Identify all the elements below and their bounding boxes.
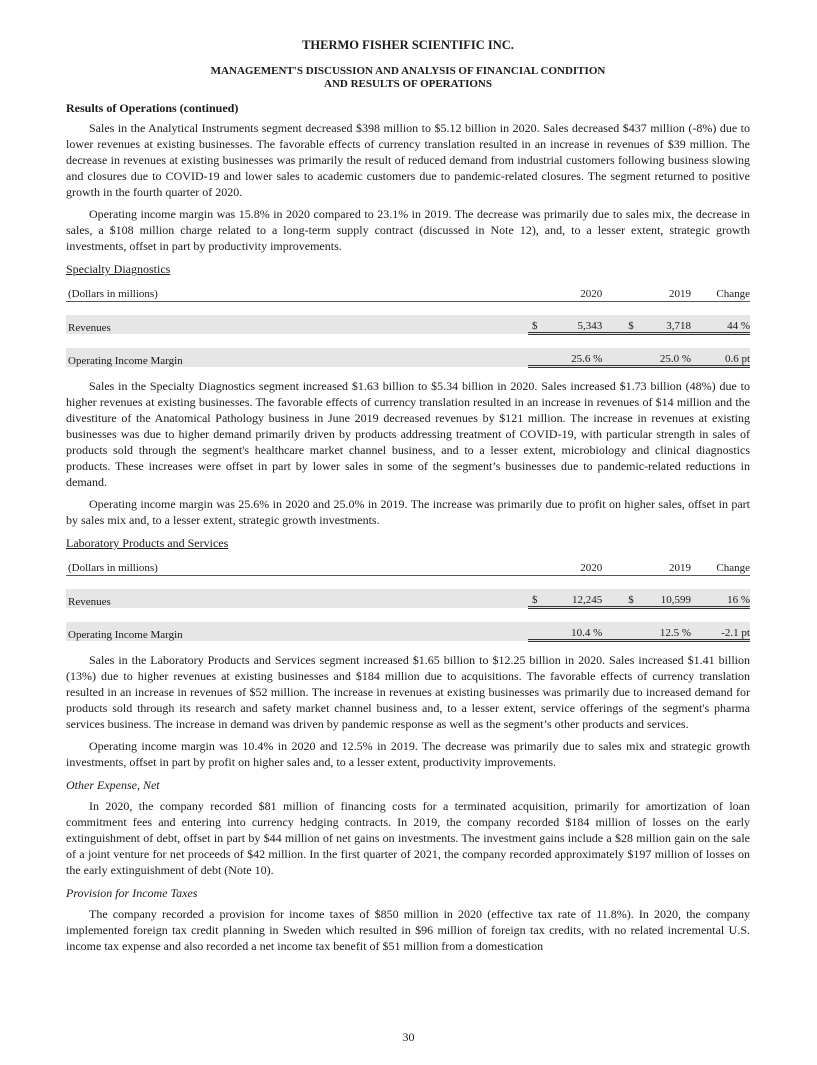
table-row bbox=[66, 315, 750, 334]
specialty-diagnostics-title: Specialty Diagnostics bbox=[66, 262, 171, 276]
other-expense-paragraph: In 2020, the company recorded $81 million of financing costs for a terminated acquisition, primarily for amortization of loan commitment fees and entering into currency hedging contracts. In 2019, the company recorded $184 million of losses on the early extinguishment of debt, offset in part by $44 million of net gains on investments. The investment gains include a $28 million gain on the sale of a joint venture for net proceeds of $42 million. In the first quarter of 2021, the company recorded approximately $197 million of losses on the early extinguishment of debt (Note 10). bbox=[66, 799, 750, 877]
col-2019: 2019 bbox=[602, 283, 691, 302]
currency-symbol: $ bbox=[602, 315, 638, 334]
col-2020: 2020 bbox=[528, 557, 602, 576]
report-title bbox=[66, 65, 750, 91]
col-change: Change bbox=[691, 283, 750, 302]
revenues-label: Revenues bbox=[66, 315, 528, 334]
operating-margin-label: Operating Income Margin bbox=[66, 622, 528, 641]
laboratory-products-table bbox=[66, 557, 750, 642]
revenues-label: Revenues bbox=[66, 589, 528, 608]
operating-margin-2020: 10.4 % bbox=[528, 622, 602, 641]
section-heading: Results of Operations (continued) bbox=[66, 101, 239, 115]
table-row bbox=[66, 622, 750, 641]
page-number: 30 bbox=[402, 1030, 415, 1044]
currency-symbol: $ bbox=[602, 589, 638, 608]
specialty-diagnostics-table bbox=[66, 283, 750, 368]
operating-margin-change: -2.1 pt bbox=[691, 622, 750, 641]
analytical-margin-paragraph: Operating income margin was 15.8% in 2020 compared to 23.1% in 2019. The decrease was primarily due to sales mix, the decrease in sales, a $108 million charge related to a long-term supply contract (discussed in Note 12), and, to a lesser extent, strategic growth investments, offset in part by productivity improvements. bbox=[66, 207, 750, 253]
report-title-line2: AND RESULTS OF OPERATIONS bbox=[324, 78, 492, 90]
income-taxes-title: Provision for Income Taxes bbox=[66, 886, 198, 900]
specialty-sales-paragraph: Sales in the Specialty Diagnostics segment increased $1.63 billion to $5.34 billion in 2020. Sales increased $1.73 billion (48%) due to higher revenues at existing businesses. The favorable effects of currency translation resulted in an increase in revenues of $14 million and the divestiture of the Anatomical Pathology business in June 2019 decreased revenues by $121 million. The increase in revenues at existing businesses was due to higher demand primarily driven by products addressing treatment of COVID-19, with particular strength in sales of products sold through the segment's healthcare market channel business, and to a lesser extent, microbiology and clinical diagnostics products. These increases were offset in part by lower sales in some of the segment’s businesses due to pandemic-related reductions in demand. bbox=[66, 379, 750, 489]
operating-margin-change: 0.6 pt bbox=[691, 348, 750, 367]
operating-margin-2019: 12.5 % bbox=[602, 622, 691, 641]
operating-margin-2020: 25.6 % bbox=[528, 348, 602, 367]
col-change: Change bbox=[691, 557, 750, 576]
col-2020: 2020 bbox=[528, 283, 602, 302]
operating-margin-2019: 25.0 % bbox=[602, 348, 691, 367]
revenues-2020: 12,245 bbox=[542, 589, 602, 608]
document-page bbox=[66, 38, 750, 960]
unit-label: (Dollars in millions) bbox=[66, 283, 528, 302]
table-header-row bbox=[66, 283, 750, 302]
col-2019: 2019 bbox=[602, 557, 691, 576]
other-expense-title: Other Expense, Net bbox=[66, 778, 160, 792]
revenues-2019: 10,599 bbox=[638, 589, 691, 608]
unit-label: (Dollars in millions) bbox=[66, 557, 528, 576]
table-row bbox=[66, 348, 750, 367]
laboratory-sales-paragraph: Sales in the Laboratory Products and Services segment increased $1.65 billion to $12.25 billion in 2020. Sales increased $1.41 billion (13%) due to higher revenues at existing businesses and $184 million due to acquisitions. The favorable effects of currency translation resulted in an increase in revenues of $52 million. The increase in revenues at existing businesses was primarily due to increased demand for products sold through its research and safety market channel business and, to a lesser extent, service offerings of the segment's pharma services business. The increase in demand was driven by pandemic response as well as the segment’s other products and services. bbox=[66, 653, 750, 731]
table-row bbox=[66, 589, 750, 608]
laboratory-products-title: Laboratory Products and Services bbox=[66, 536, 229, 550]
report-title-line1: MANAGEMENT'S DISCUSSION AND ANALYSIS OF FINANCIAL CONDITION bbox=[210, 65, 606, 77]
revenues-change: 44 % bbox=[691, 315, 750, 334]
revenues-change: 16 % bbox=[691, 589, 750, 608]
currency-symbol: $ bbox=[528, 589, 542, 608]
operating-margin-label: Operating Income Margin bbox=[66, 348, 528, 367]
company-name: THERMO FISHER SCIENTIFIC INC. bbox=[302, 38, 514, 52]
currency-symbol: $ bbox=[528, 315, 542, 334]
income-taxes-paragraph: The company recorded a provision for income taxes of $850 million in 2020 (effective tax rate of 11.8%). In 2020, the company implemented foreign tax credit planning in Sweden which resulted in $96 million of foreign tax credits, with no related incremental U.S. income tax expense and also recorded a net income tax benefit of $51 million from a domestication bbox=[66, 907, 750, 953]
analytical-sales-paragraph: Sales in the Analytical Instruments segment decreased $398 million to $5.12 billion in 2020. Sales decreased $437 million (-8%) due to lower revenues at existing businesses. The favorable effects of currency translation resulted in an increase in revenues of $39 million. The decrease in revenues at existing businesses was primarily the result of reduced demand from industrial customers following business slowing and closures due to COVID-19 and lower sales to academic customers due to pandemic-related closures. The segment returned to positive growth in the fourth quarter of 2020. bbox=[66, 121, 750, 199]
specialty-margin-paragraph: Operating income margin was 25.6% in 2020 and 25.0% in 2019. The increase was primarily due to profit on higher sales, offset in part by sales mix and, to a lesser extent, strategic growth investments. bbox=[66, 497, 750, 527]
laboratory-margin-paragraph: Operating income margin was 10.4% in 2020 and 12.5% in 2019. The decrease was primarily due to sales mix and strategic growth investments, offset in part by profit on higher sales and, to a lesser extent, productivity improvements. bbox=[66, 739, 750, 769]
revenues-2019: 3,718 bbox=[638, 315, 691, 334]
revenues-2020: 5,343 bbox=[542, 315, 602, 334]
table-header-row bbox=[66, 557, 750, 576]
